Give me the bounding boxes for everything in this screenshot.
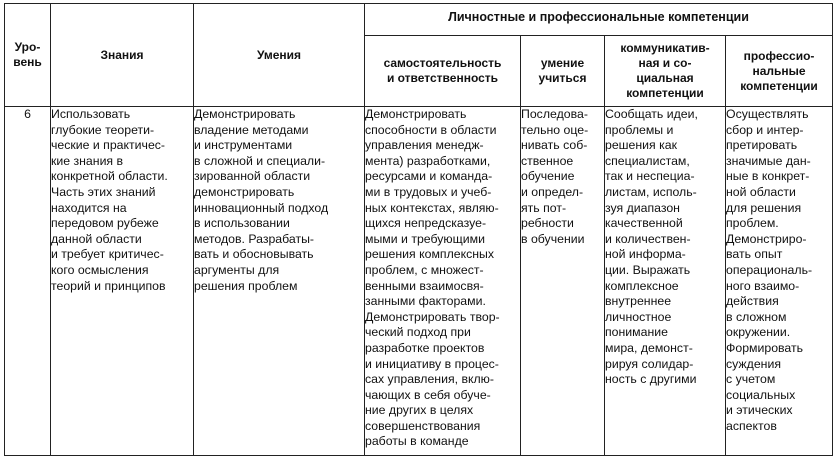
text-line: окружении.	[726, 325, 791, 340]
text-line: теорий и принципов	[51, 278, 166, 293]
text-line: мыми и требующими	[365, 231, 485, 246]
header-level: Уро- вень	[5, 4, 51, 107]
text-line: разработке проектов	[365, 340, 485, 355]
text-line: операциональ-	[726, 262, 813, 277]
text-line: венными взаимосвя-	[365, 278, 484, 293]
cell-autonomy	[365, 107, 521, 456]
text-line: ми в трудовых и учеб-	[365, 184, 492, 199]
header-skills: Умения	[194, 4, 365, 107]
text-line: Часть этих знаний	[51, 184, 156, 199]
text-line: социальных	[726, 387, 796, 402]
text-line: и количествен-	[605, 231, 691, 246]
text-line: Последова-	[521, 107, 588, 121]
text-line: решения как	[605, 138, 677, 153]
text-line: управления менедж-	[365, 138, 484, 153]
text-line: листам, исполь-	[605, 184, 697, 199]
text-line: методов. Разрабаты-	[194, 231, 315, 246]
text-line: работы в команде	[365, 434, 469, 449]
text-line: Осуществлять	[726, 107, 809, 121]
text-line: специалистам,	[605, 153, 690, 168]
header-learning: умение учиться	[521, 36, 605, 107]
header-autonomy: самостоятельность и ответственность	[365, 36, 521, 107]
cell-level: 6	[5, 107, 51, 456]
text-line: понимание	[605, 325, 668, 340]
text-line: проблемы и	[605, 122, 674, 137]
text-line: ребности	[521, 216, 574, 231]
header-competences-group: Личностные и профессиональные компетенции	[365, 4, 833, 36]
text-line: ной информа-	[605, 247, 686, 262]
text-line: нивать соб-	[521, 138, 588, 153]
text-line: и этических	[726, 403, 793, 418]
text-line: аспектов	[726, 418, 777, 433]
text-line: для решения	[726, 200, 802, 215]
text-line: действия	[726, 294, 779, 309]
text-line: ческие и практичес-	[51, 138, 166, 153]
cell-knowledge	[51, 107, 194, 456]
text-line: способности в области	[365, 122, 497, 137]
text-line: Демонстрировать	[194, 107, 296, 121]
text-line: сах управления, вклю-	[365, 372, 494, 387]
text-line: зированной области	[194, 169, 311, 184]
text-line: ные в конкрет-	[726, 169, 810, 184]
text-line: претировать	[726, 138, 798, 153]
text-line: чающих в себя обуче-	[365, 387, 491, 402]
text-line: в обучении	[521, 231, 585, 246]
competence-table	[4, 3, 833, 456]
text-line: мента) разработками,	[365, 153, 491, 168]
cell-skills	[194, 107, 365, 456]
text-line: решения проблем	[194, 278, 298, 293]
text-line: и инициативу в процес-	[365, 356, 499, 371]
text-line: вать опыт	[726, 247, 783, 262]
text-line: занными факторами.	[365, 294, 486, 309]
text-line: данной области	[51, 231, 142, 246]
cell-learning	[521, 107, 605, 456]
text-line: с учетом	[726, 372, 776, 387]
text-line: качественной	[605, 216, 683, 231]
text-line: глубокие теорети-	[51, 122, 155, 137]
text-line: в сложном	[726, 309, 787, 324]
text-line: ного взаимо-	[726, 278, 800, 293]
text-line: ять пот-	[521, 200, 567, 215]
header-knowledge: Знания	[51, 4, 194, 107]
text-line: щихся непредсказуе-	[365, 216, 487, 231]
text-line: тельно оце-	[521, 122, 589, 137]
text-line: конкретной области.	[51, 169, 168, 184]
text-line: вать и обосновывать	[194, 247, 314, 262]
text-line: проблем.	[726, 216, 779, 231]
text-line: ние других в целях	[365, 403, 474, 418]
text-line: Формировать	[726, 340, 804, 355]
text-line: и инструментами	[194, 138, 293, 153]
text-line: мира, демонст-	[605, 340, 693, 355]
text-line: ственное	[521, 153, 574, 168]
text-line: проблем, с множест-	[365, 262, 484, 277]
text-line: кие знания в	[51, 153, 124, 168]
cell-communicative	[605, 107, 726, 456]
text-line: суждения	[726, 356, 781, 371]
text-line: ческий подход при	[365, 325, 471, 340]
text-line: так и неспециа-	[605, 169, 695, 184]
text-line: кого осмысления	[51, 262, 149, 277]
text-line: инновационный подход	[194, 200, 329, 215]
text-line: ресурсами и командa-	[365, 169, 493, 184]
text-line: Демонстриро-	[726, 231, 807, 246]
text-line: передовом рубеже	[51, 216, 159, 231]
text-line: находится на	[51, 200, 127, 215]
text-line: решения комплексных	[365, 247, 495, 262]
text-line: Использовать	[51, 107, 131, 121]
text-line: демонстрировать	[194, 184, 295, 199]
text-line: ции. Выражать	[605, 262, 691, 277]
text-line: Демонстрировать	[365, 107, 467, 121]
text-line: аргументы для	[194, 262, 280, 277]
text-line: Сообщать идеи,	[605, 107, 698, 121]
text-line: и определ-	[521, 184, 584, 199]
header-communicative: коммуникатив- ная и со- циальная компетенции	[605, 36, 726, 107]
text-line: личностное	[605, 309, 672, 324]
text-line: рируя солидар-	[605, 356, 694, 371]
text-line: ность с другими	[605, 372, 697, 387]
text-line: в сложной и специали-	[194, 153, 326, 168]
text-line: и требует критичес-	[51, 247, 164, 262]
text-line: внутреннее	[605, 294, 672, 309]
text-line: зуя диапазон	[605, 200, 680, 215]
text-line: сбор и интер-	[726, 122, 804, 137]
text-line: в использовании	[194, 216, 290, 231]
text-line: значимые дан-	[726, 153, 811, 168]
text-line: комплексное	[605, 278, 679, 293]
cell-professional	[726, 107, 833, 456]
text-line: ной области	[726, 184, 796, 199]
text-line: владение методами	[194, 122, 309, 137]
text-line: обучение	[521, 169, 575, 184]
text-line: Демонстрировать твор-	[365, 309, 500, 324]
header-professional: профессио- нальные компетенции	[726, 36, 833, 107]
table-row	[5, 107, 833, 456]
text-line: ных контекстах, являю-	[365, 200, 499, 215]
text-line: совершенствования	[365, 418, 481, 433]
